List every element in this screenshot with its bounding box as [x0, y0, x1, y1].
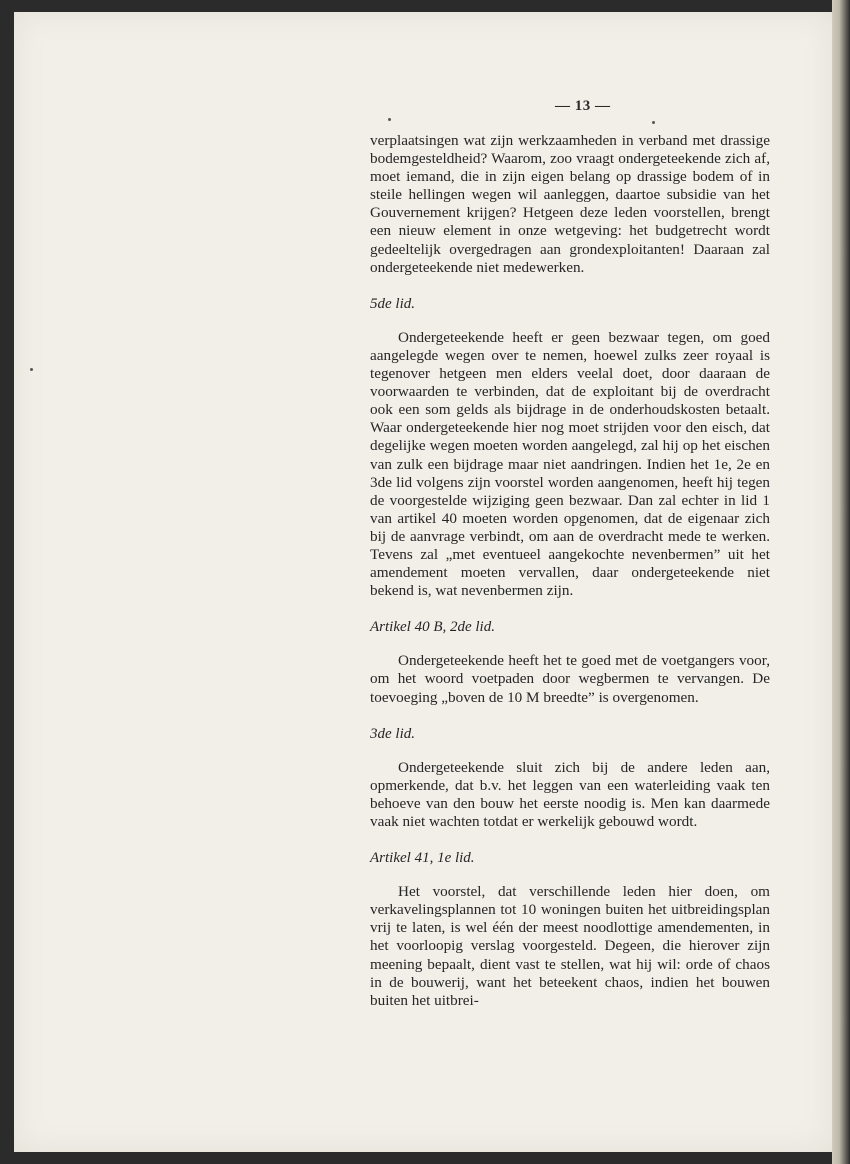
- page-edge: [832, 0, 850, 1164]
- paragraph: verplaatsingen wat zijn werkzaamheden in verband met drassige bodemgesteldheid? Waarom, zoo vraagt ondergeteekende zich af, moet iemand, die in zijn eigen belang op drassige bodem of in steile hellingen wegen wil aanleggen, daartoe subsidie van het Gouvernement krijgen? Hetgeen deze leden voorstellen, brengt een nieuw element in onze wetgeving: het budgetrecht wordt gedeeltelijk overgedragen aan grondexploitanten! Daaraan zal ondergeteekende niet medewerken.: [370, 132, 770, 276]
- section-heading: Artikel 41, 1e lid.: [370, 850, 475, 867]
- section-heading: Artikel 40 B, 2de lid.: [370, 619, 495, 636]
- section-heading: 5de lid.: [370, 295, 415, 312]
- paragraph: Het voorstel, dat verschillende leden hier doen, om verkavelingsplannen tot 10 woningen buiten het uitbreidingsplan vrij te laten, is wel één der meest noodlottige amendementen, in het voorloopig verslag voorgesteld. Degeen, die hierover zijn meening bepaalt, dient vast te stellen, wat hij wil: orde of chaos in de bouwerij, want het beteekent chaos, indien het bouwen buiten het uitbrei-: [370, 883, 770, 1009]
- paragraph: Ondergeteekende heeft het te goed met de voetgangers voor, om het woord voetpaden door wegbermen te vervangen. De toevoeging „boven de 10 M breedte” is overgenomen.: [370, 652, 770, 706]
- paragraph: Ondergeteekende sluit zich bij de andere leden aan, opmerkende, dat b.v. het leggen van een waterleiding vaak ten behoeve van den bouw het eerste noodig is. Men kan daarmede vaak niet wachten totdat er werkelijk gebouwd wordt.: [370, 758, 770, 830]
- paragraph: Ondergeteekende heeft er geen bezwaar tegen, om goed aangelegde wegen over te nemen, hoewel zulks zeer royaal is tegenover hetgeen men elders veelal doet, door daaraan de voorwaarden te verbinden, dat de exploitant bij de overdracht ook een som gelds als bijdrage in de onderhoudskosten betaalt. Waar ondergeteekende hier nog moet strijden voor den eisch, dat degelijke wegen moeten worden aangelegd, zal hij op het eischen van zulk een bijdrage maar niet aandringen. Indien het 1e, 2e en 3de lid volgens zijn voorstel worden aangenomen, heeft hij tegen de voorgestelde wijziging geen bezwaar. Dan zal echter in lid 1 van artikel 40 moeten worden opgenomen, dat de eigenaar zich bij de aanvrage verbindt, om aan de overdracht mede te werken. Tevens zal „met eventueel aangekochte nevenbermen” uit het amendement moeten vervallen, daar ondergeteekende niet bekend is, wat nevenbermen zijn.: [370, 328, 770, 600]
- ink-speck: [652, 121, 655, 124]
- section-heading: 3de lid.: [370, 725, 415, 742]
- ink-speck: [30, 368, 33, 371]
- ink-speck: [388, 118, 391, 121]
- page-number: — 13 —: [555, 98, 611, 114]
- body-text: [370, 132, 770, 1010]
